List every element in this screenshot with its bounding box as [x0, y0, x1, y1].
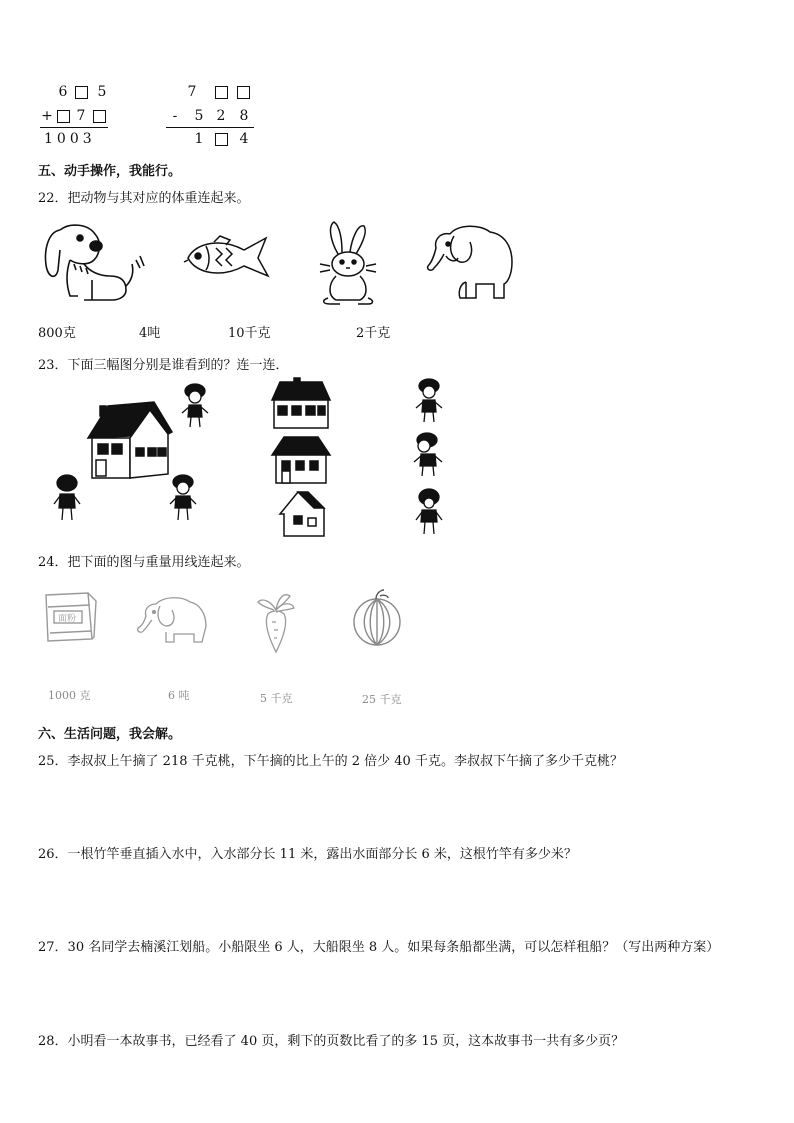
blank-box[interactable]: [93, 110, 106, 123]
weight-label: 800克: [38, 326, 76, 341]
question-28: 28．小明看一本故事书，已经看了 40 页，剩下的页数比看了的多 15 页，这本故事书一共有多少页？: [38, 1034, 625, 1049]
flour-bag-icon: [40, 589, 98, 645]
sum-line: [40, 127, 108, 128]
blank-box[interactable]: [237, 86, 250, 99]
plus-sign: +: [41, 108, 53, 124]
child-icon: [168, 474, 198, 522]
question-26: 26．一根竹竿垂直插入水中，入水部分长 11 米，露出水面部分长 6 米，这根竹竿有多少米？: [38, 847, 577, 862]
minus-sign: -: [172, 108, 178, 124]
blank-box[interactable]: [57, 110, 70, 123]
question-23: 23．下面三幅图分别是谁看到的？连一连．: [38, 358, 289, 373]
house-view-icon: [270, 435, 332, 485]
section-six-title: 六、生活问题，我会解。: [38, 727, 182, 742]
digit: 2: [216, 108, 226, 124]
digit: 7: [76, 108, 86, 124]
question-27: 27．30 名同学去楠溪江划船。小船限坐 6 人，大船限坐 8 人。如果每条船都坐满，可以怎样租船？（写出两种方案）: [38, 940, 720, 955]
digit: 1: [194, 131, 204, 147]
weight-label: 4吨: [139, 326, 161, 341]
elephant-icon: [136, 594, 208, 646]
house-icon: [84, 398, 176, 484]
blank-box[interactable]: [75, 86, 88, 99]
section-five-title: 五、动手操作，我能行。: [38, 164, 182, 179]
child-icon: [414, 378, 444, 424]
radish-icon: [254, 592, 298, 654]
child-icon: [180, 383, 210, 429]
question-25: 25．李叔叔上午摘了 218 千克桃，下午摘的比上午的 2 倍少 40 千克。李叔叔下午摘了多少千克桃？: [38, 754, 623, 769]
question-24: 24．把下面的图与重量用线连起来。: [38, 555, 250, 570]
blank-box[interactable]: [215, 133, 228, 146]
child-icon: [414, 488, 444, 536]
sum-result: 1003: [44, 131, 96, 147]
child-icon: [412, 432, 446, 478]
house-view-icon: [278, 490, 326, 540]
digit: 6: [58, 84, 68, 100]
dog-icon: [40, 220, 145, 305]
child-icon: [52, 474, 82, 522]
flour-bag-label: 面粉: [58, 614, 77, 624]
digit: 4: [239, 131, 249, 147]
weight-label: 2千克: [356, 326, 391, 341]
digit: 5: [194, 108, 204, 124]
digit: 8: [239, 108, 249, 124]
digit: 5: [97, 84, 107, 100]
weight-label: 10千克: [228, 326, 271, 341]
weight-label: 1000 克: [48, 689, 91, 702]
rabbit-icon: [316, 220, 382, 306]
elephant-icon: [424, 222, 516, 302]
weight-label: 25 千克: [362, 693, 402, 706]
watermelon-icon: [350, 588, 404, 648]
house-view-icon: [270, 378, 332, 430]
difference-line: [166, 127, 254, 128]
blank-box[interactable]: [215, 86, 228, 99]
weight-label: 6 吨: [168, 689, 190, 702]
digit: 7: [187, 84, 197, 100]
fish-icon: [182, 232, 274, 282]
question-22: 22．把动物与其对应的体重连起来。: [38, 191, 250, 206]
weight-label: 5 千克: [260, 692, 293, 705]
